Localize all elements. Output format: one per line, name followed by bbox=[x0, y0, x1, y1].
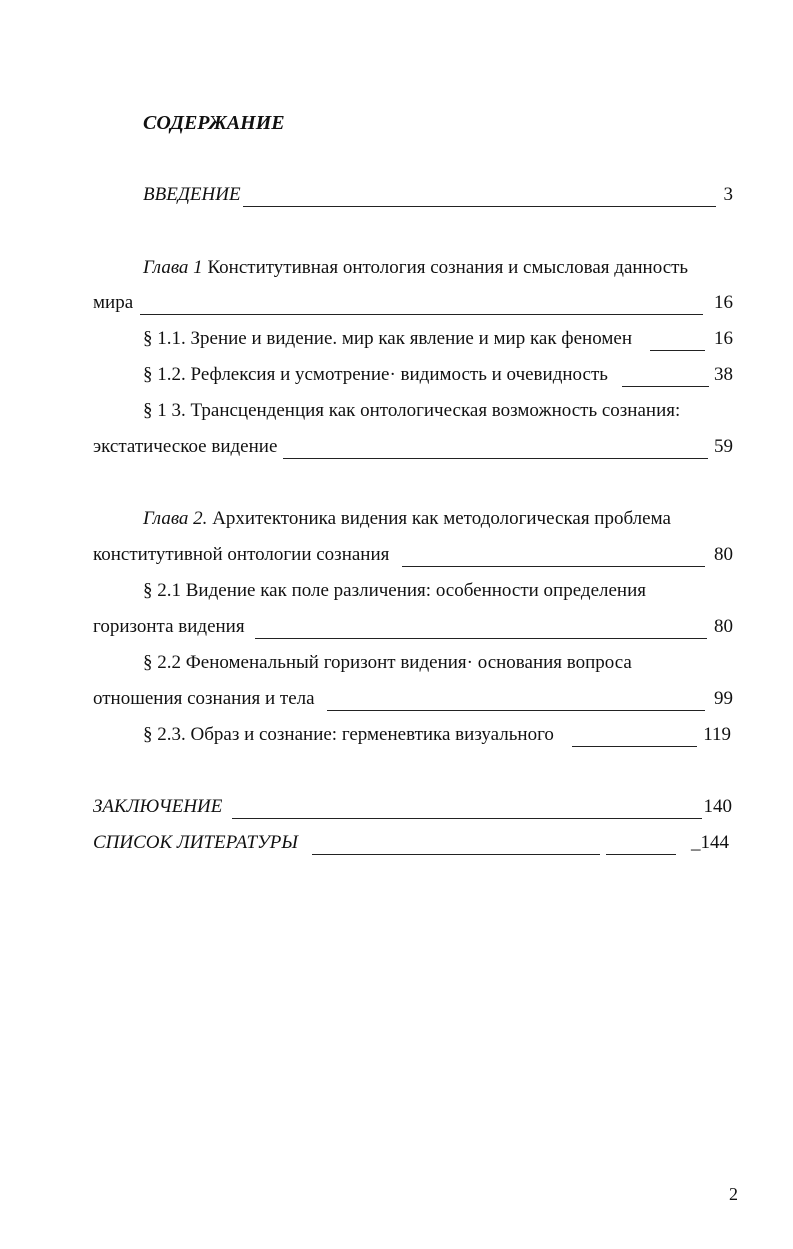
toc-leader-line bbox=[606, 854, 676, 855]
toc-leader-line bbox=[243, 206, 716, 207]
toc-leader-line bbox=[232, 818, 702, 819]
toc-leader-line bbox=[572, 746, 697, 747]
page-number: 2 bbox=[729, 1184, 738, 1204]
toc-chapter2-label: Глава 2. bbox=[143, 508, 208, 529]
toc-section-1-2: § 1.2. Рефлексия и усмотрение· видимость и очевидность bbox=[143, 364, 608, 385]
toc-leader-line bbox=[312, 854, 600, 855]
toc-leader-line bbox=[622, 386, 709, 387]
toc-intro-page: 3 bbox=[723, 184, 733, 205]
toc-leader-line bbox=[402, 566, 705, 567]
toc-section-2-3: § 2.3. Образ и сознание: герменевтика визуального bbox=[143, 724, 554, 745]
toc-chapter1-label: Глава 1 bbox=[143, 257, 203, 278]
toc-leader-line bbox=[327, 710, 705, 711]
toc-chapter2-page: 80 bbox=[714, 544, 733, 565]
toc-section-2-1-cont: горизонта видения bbox=[93, 616, 245, 637]
toc-section-1-3: § 1 3. Трансценденция как онтологическая возможность сознания: bbox=[143, 400, 681, 421]
toc-section-1-1: § 1.1. Зрение и видение. мир как явление и мир как феномен bbox=[143, 328, 632, 349]
toc-chapter1-page: 16 bbox=[714, 292, 733, 313]
toc-chapter1-title-cont: мира bbox=[93, 292, 134, 313]
toc-leader-line bbox=[283, 458, 708, 459]
toc-bibliography-title: СПИСОК ЛИТЕРАТУРЫ bbox=[93, 832, 298, 853]
toc-section-2-1: § 2.1 Видение как поле различения: особенности определения bbox=[143, 580, 646, 601]
toc-leader-line bbox=[255, 638, 707, 639]
toc-section-2-2-page: 99 bbox=[714, 688, 733, 709]
toc-section-1-1-page: 16 bbox=[714, 328, 733, 349]
toc-conclusion-page: 140 bbox=[703, 796, 732, 817]
toc-leader-line bbox=[650, 350, 705, 351]
toc-conclusion-title: ЗАКЛЮЧЕНИЕ bbox=[93, 796, 223, 817]
toc-section-2-3-page: 119 bbox=[703, 724, 731, 745]
toc-section-2-1-page: 80 bbox=[714, 616, 733, 637]
toc-chapter2-title-cont: конститутивной онтологии сознания bbox=[93, 544, 390, 565]
toc-intro-title: ВВЕДЕНИЕ bbox=[143, 184, 241, 205]
toc-bibliography-page: _144 bbox=[691, 832, 729, 853]
toc-chapter1-title: Конститутивная онтология сознания и смысловая данность bbox=[207, 257, 689, 278]
toc-section-2-2: § 2.2 Феноменальный горизонт видения· основания вопроса bbox=[143, 652, 632, 673]
toc-chapter2 bbox=[143, 507, 671, 531]
toc-chapter2-title: Архитектоника видения как методологическая проблема bbox=[212, 508, 671, 529]
toc-section-1-3-cont: экстатическое видение bbox=[93, 436, 278, 457]
toc-chapter1 bbox=[143, 256, 688, 280]
toc-section-1-3-page: 59 bbox=[714, 436, 733, 457]
page-title: СОДЕРЖАНИЕ bbox=[143, 112, 285, 134]
toc-section-2-2-cont: отношения сознания и тела bbox=[93, 688, 315, 709]
toc-section-1-2-page: 38 bbox=[714, 364, 733, 385]
toc-leader-line bbox=[140, 314, 703, 315]
